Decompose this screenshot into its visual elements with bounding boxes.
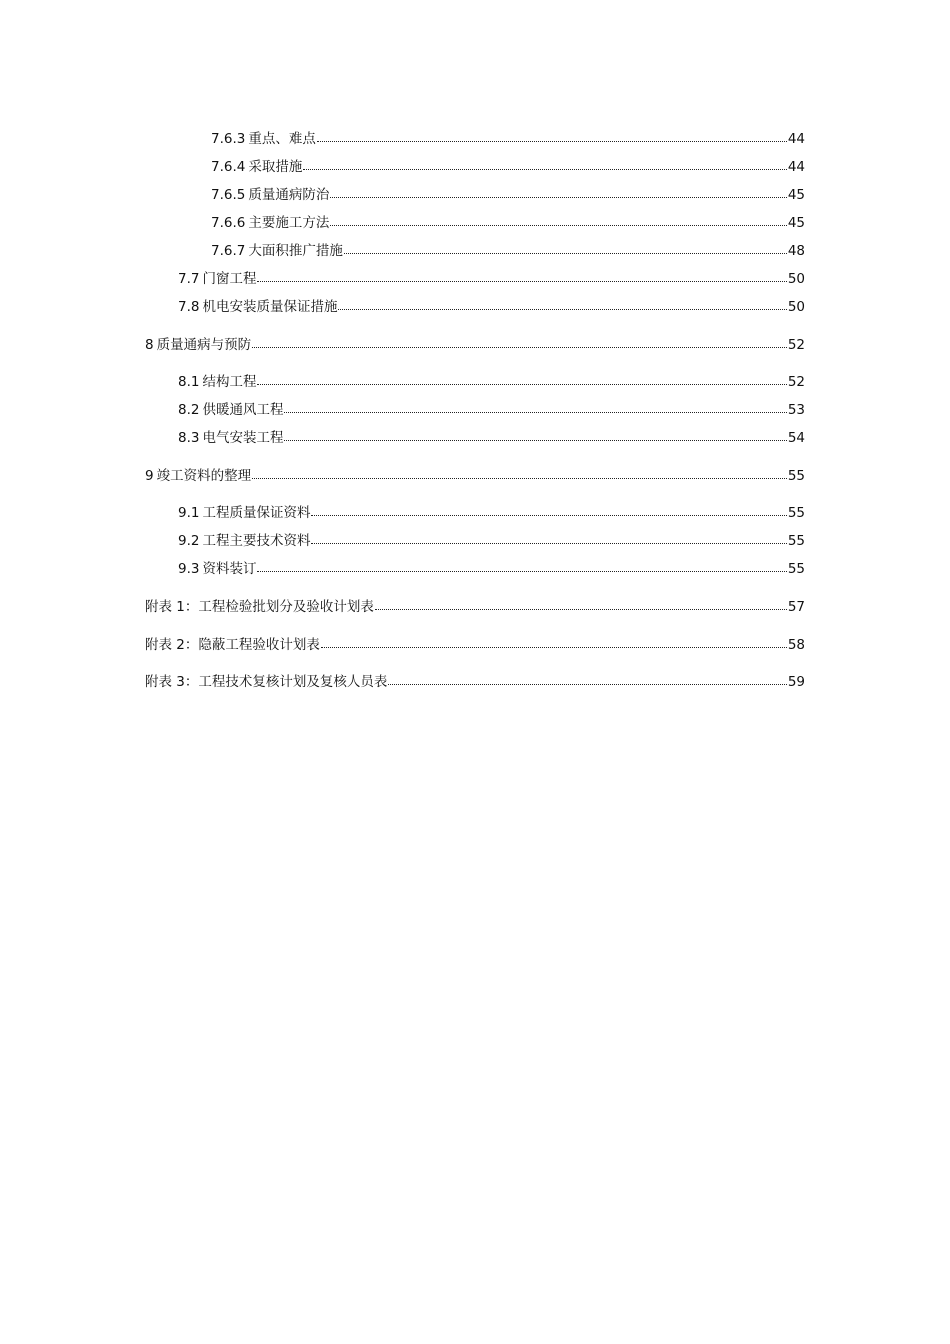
toc-entry-number: 9.3 xyxy=(178,561,200,577)
dot-leader xyxy=(344,239,787,254)
toc-entry-title: 大面积推广措施 xyxy=(248,243,343,259)
toc-entry-number: 附表 3： xyxy=(145,674,199,690)
toc-entry-title: 隐蔽工程验收计划表 xyxy=(198,637,320,653)
toc-entry-page: 50 xyxy=(787,299,805,315)
toc-entry-page: 54 xyxy=(787,430,805,446)
toc-entry-number: 7.8 xyxy=(178,299,200,315)
toc-entry-title: 重点、难点 xyxy=(248,131,316,147)
toc-entry-9-2[interactable] xyxy=(178,530,805,550)
dot-leader xyxy=(317,127,787,142)
toc-entry-page: 53 xyxy=(787,402,805,418)
toc-entry-page: 58 xyxy=(787,637,805,653)
toc-entry-number: 8.2 xyxy=(178,402,200,418)
dot-leader xyxy=(330,183,786,198)
toc-entry-number: 7.6.4 xyxy=(211,159,246,175)
toc-entry-title: 门窗工程 xyxy=(202,271,257,287)
toc-entry-title: 工程检验批划分及验收计划表 xyxy=(198,599,374,615)
dot-leader xyxy=(252,464,787,479)
toc-entry-9[interactable] xyxy=(145,465,805,485)
toc-entry-9-3[interactable] xyxy=(178,558,805,578)
toc-entry-page: 52 xyxy=(787,374,805,390)
toc-entry-page: 59 xyxy=(787,674,805,690)
toc-entry-number: 附表 2： xyxy=(145,637,199,653)
toc-entry-8[interactable] xyxy=(145,334,805,354)
toc-entry-number: 8.1 xyxy=(178,374,200,390)
toc-entry-title: 结构工程 xyxy=(202,374,257,390)
toc-entry-title: 工程主要技术资料 xyxy=(202,533,311,549)
toc-entry-number: 9 xyxy=(145,468,154,484)
toc-entry-appendix-3[interactable] xyxy=(145,671,805,691)
toc-entry-7-6-4[interactable] xyxy=(211,156,805,176)
toc-entry-page: 44 xyxy=(787,159,805,175)
toc-entry-title: 机电安装质量保证措施 xyxy=(202,299,338,315)
toc-entry-page: 45 xyxy=(787,187,805,203)
toc-entry-number: 9.2 xyxy=(178,533,200,549)
toc-entry-appendix-2[interactable] xyxy=(145,634,805,654)
dot-leader xyxy=(257,557,786,572)
dot-leader xyxy=(303,155,786,170)
toc-entry-page: 55 xyxy=(787,533,805,549)
toc-entry-7-6-5[interactable] xyxy=(211,184,805,204)
toc-entry-page: 52 xyxy=(787,337,805,353)
dot-leader xyxy=(338,295,786,310)
toc-entry-9-1[interactable] xyxy=(178,502,805,522)
dot-leader xyxy=(284,426,786,441)
toc-entry-page: 55 xyxy=(787,561,805,577)
toc-entry-number: 7.6.7 xyxy=(211,243,246,259)
toc-entry-number: 9.1 xyxy=(178,505,200,521)
toc-entry-page: 55 xyxy=(787,468,805,484)
toc-entry-number: 8 xyxy=(145,337,154,353)
toc-entry-page: 45 xyxy=(787,215,805,231)
toc-entry-7-7[interactable] xyxy=(178,268,805,288)
toc-entry-page: 50 xyxy=(787,271,805,287)
dot-leader xyxy=(284,398,786,413)
toc-entry-8-3[interactable] xyxy=(178,427,805,447)
toc-entry-number: 8.3 xyxy=(178,430,200,446)
toc-entry-7-6-6[interactable] xyxy=(211,212,805,232)
toc-entry-appendix-1[interactable] xyxy=(145,596,805,616)
toc-entry-7-8[interactable] xyxy=(178,296,805,316)
toc-entry-8-2[interactable] xyxy=(178,399,805,419)
dot-leader xyxy=(388,670,786,685)
toc-entry-7-6-3[interactable] xyxy=(211,128,805,148)
dot-leader xyxy=(321,633,787,648)
toc-entry-page: 48 xyxy=(787,243,805,259)
dot-leader xyxy=(375,595,787,610)
toc-entry-title: 主要施工方法 xyxy=(248,215,330,231)
toc-entry-page: 44 xyxy=(787,131,805,147)
toc-entry-title: 质量通病与预防 xyxy=(156,337,252,353)
toc-entry-number: 7.6.3 xyxy=(211,131,246,147)
dot-leader xyxy=(257,267,786,282)
toc-entry-page: 55 xyxy=(787,505,805,521)
toc-entry-title: 工程技术复核计划及复核人员表 xyxy=(198,674,388,690)
toc-entry-page: 57 xyxy=(787,599,805,615)
toc-entry-title: 质量通病防治 xyxy=(248,187,330,203)
toc-entry-number: 7.6.5 xyxy=(211,187,246,203)
toc-entry-number: 附表 1： xyxy=(145,599,199,615)
toc-entry-title: 工程质量保证资料 xyxy=(202,505,311,521)
toc-entry-8-1[interactable] xyxy=(178,371,805,391)
dot-leader xyxy=(330,211,786,226)
toc-entry-title: 电气安装工程 xyxy=(202,430,284,446)
toc-entry-title: 供暖通风工程 xyxy=(202,402,284,418)
toc-entry-number: 7.7 xyxy=(178,271,200,287)
dot-leader xyxy=(311,501,786,516)
toc-entry-title: 资料装订 xyxy=(202,561,257,577)
toc-entry-title: 竣工资料的整理 xyxy=(156,468,252,484)
dot-leader xyxy=(252,333,787,348)
dot-leader xyxy=(311,529,786,544)
dot-leader xyxy=(257,370,786,385)
toc-entry-number: 7.6.6 xyxy=(211,215,246,231)
toc-entry-title: 采取措施 xyxy=(248,159,303,175)
toc-entry-7-6-7[interactable] xyxy=(211,240,805,260)
